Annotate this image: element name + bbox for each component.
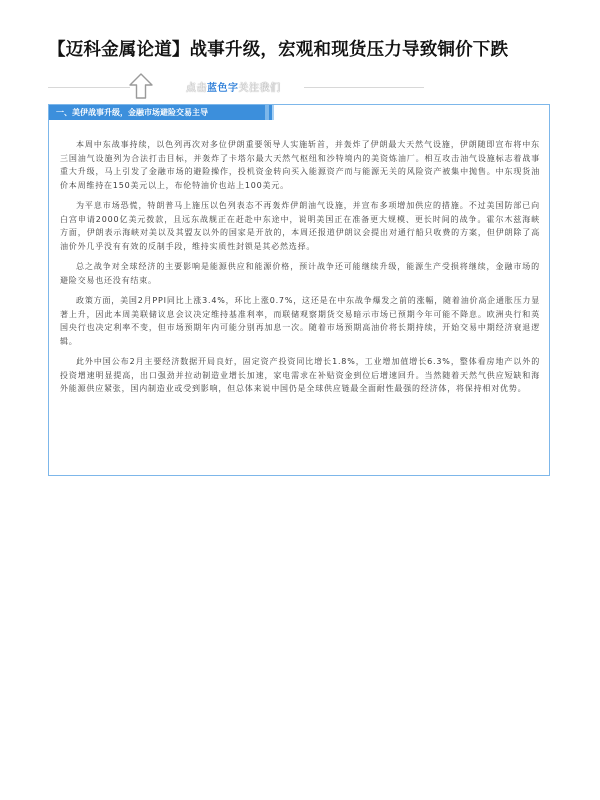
section-box (48, 104, 550, 476)
follow-suffix: 关注我们 (238, 83, 281, 94)
article-title: 【迈科金属论道】战事升级，宏观和现货压力导致铜价下跌 (48, 40, 509, 60)
section-header: 一、美伊战事升级，金融市场避险交易主导 (49, 105, 274, 120)
paragraph-1: 本周中东战事持续，以色列再次对多位伊朗重要领导人实施斩首，并轰炸了伊朗最大天然气设施，伊朗随即宣布将中东三国油气设施列为合法打击目标，并轰炸了卡塔尔最大天然气枢纽和沙特境内的美资炼油厂。相互攻击油气设施标志着战事重大升级，马上引发了金融市场的避险操作，投机资金转向买入能源资产而与能源无关的风险资产被集中抛售。中东现货油价本周维持在150美元以上，布伦特油价也站上100美元。 (60, 140, 540, 190)
paragraph-2: 为平息市场恐慌，特朗普马上施压以色列表态不再轰炸伊朗油气设施，并宣布多项增加供应的措施。不过美国防部已向白宫申请2000亿美元拨款，且远东战舰正在赶赴中东途中，说明美国正在准备更大规模、更长时间的战争。霍尔木兹海峡方面，伊朗表示海峡对美以及其盟友以外的国家是开放的，本周还报道伊朗议会提出对通行船只收费的方案，但伊朗除了高油价外几乎没有有效的反制手段，维持实质性封锁是其必然选择。 (60, 201, 540, 251)
follow-prefix: 点击 (186, 83, 207, 94)
follow-banner[interactable] (48, 72, 551, 102)
up-arrow-outline-icon (128, 72, 154, 100)
follow-accent-link[interactable]: 蓝色字 (207, 83, 239, 94)
divider-right (304, 87, 424, 88)
follow-us-text[interactable] (186, 79, 281, 94)
section-body (60, 138, 540, 403)
paragraph-4: 政策方面，美国2月PPI同比上涨3.4%，环比上涨0.7%，这还是在中东战争爆发之前的涨幅，随着油价高企通胀压力显著上升，因此本周美联储议息会议决定维持基准利率，而联储观察期货交易暗示市场已预期今年可能不降息。欧洲央行和英国央行也决定利率不变，但市场预期年内可能分别再加息一次。随着市场预期高油价将长期持续，开始交易中期经济衰退逻辑。 (60, 296, 540, 346)
divider-left (48, 87, 130, 88)
paragraph-3: 总之战争对全球经济的主要影响是能源供应和能源价格，预计战争还可能继续升级，能源生产受损将继续，金融市场的避险交易也还没有结束。 (60, 262, 540, 285)
paragraph-5: 此外中国公布2月主要经济数据开局良好，固定资产投资同比增长1.8%，工业增加值增长6.3%，整体看房地产以外的投资增速明显提高，出口强劲并拉动制造业增长加速，家电需求在补贴资金到位后增速回升。当然随着天然气供应短缺和海外能源供应紧张，国内制造业或受到影响，但总体来说中国仍是全球供应链最全面耐性最强的经济体，将保持相对优势。 (60, 357, 540, 393)
